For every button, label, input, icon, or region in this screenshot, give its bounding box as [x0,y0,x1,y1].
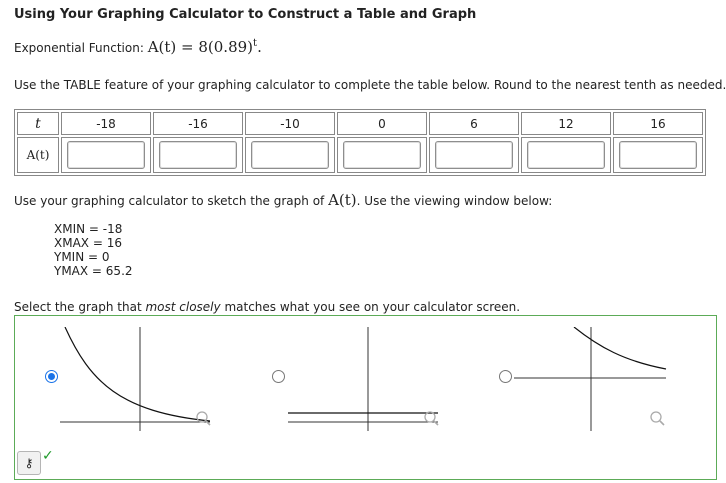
answer-cell [613,137,703,173]
answer-input[interactable] [67,141,145,169]
table-instruction: Use the TABLE feature of your graphing calculator to complete the table below. Round to the nearest tenth as needed. [14,78,726,92]
key-icon: ⚷ [24,456,34,470]
decay-curve [65,327,210,421]
function-label: Exponential Function: [14,41,144,55]
t-value-cell: -16 [153,112,243,135]
t-value-cell: 12 [521,112,611,135]
select-prompt [14,300,520,314]
select-prompt-emphasis: most closely [145,300,221,314]
a-header: A(t) [17,137,59,173]
formula-base: A(t) = 8(0.89) [147,38,254,56]
key-button[interactable] [17,451,41,475]
answer-cell [429,137,519,173]
function-line [14,38,262,56]
answer-input[interactable] [343,141,421,169]
answer-input[interactable] [159,141,237,169]
option-1-graph[interactable] [60,327,215,431]
answer-cell [153,137,243,173]
values-table [14,109,706,176]
ymax-line: YMAX = 65.2 [54,264,133,278]
select-prompt-text: Select the graph that [14,300,146,314]
answer-cell [337,137,427,173]
t-value-cell: -10 [245,112,335,135]
answer-input[interactable] [527,141,605,169]
function-formula [148,38,262,56]
table-answer-row [17,137,703,173]
xmax-line: XMAX = 16 [54,236,122,250]
ymin-line: YMIN = 0 [54,250,110,264]
option-2-radio[interactable] [272,370,285,383]
xmin-line: XMIN = -18 [54,222,123,236]
viewing-window [54,222,133,278]
answer-cell [245,137,335,173]
answer-cell [61,137,151,173]
formula-period: . [257,38,262,56]
graph-instruction [14,191,552,209]
option-3-radio[interactable] [499,370,512,383]
option-2-graph[interactable] [288,327,443,431]
table-header-row [17,112,703,135]
t-value-cell: 6 [429,112,519,135]
zoom-icon[interactable] [651,412,664,425]
answer-cell [521,137,611,173]
t-value-cell: 0 [337,112,427,135]
formula-exponent: t [253,38,258,49]
graph-instruction-tail: . Use the viewing window below: [356,194,553,208]
decay-curve [574,327,666,369]
option-3-graph[interactable] [514,327,669,431]
t-value-cell: -18 [61,112,151,135]
t-header: t [17,112,59,135]
answer-input[interactable] [619,141,697,169]
graph-instruction-math: A(t) [328,191,357,209]
answer-input[interactable] [435,141,513,169]
correct-check-icon: ✓ [42,448,54,464]
t-value-cell: 16 [613,112,703,135]
graph-instruction-text: Use your graphing calculator to sketch the graph of [14,194,325,208]
zoom-icon[interactable] [197,412,210,425]
answer-input[interactable] [251,141,329,169]
page-title: Using Your Graphing Calculator to Construct a Table and Graph [14,7,477,22]
select-prompt-tail: matches what you see on your calculator screen. [220,300,521,314]
zoom-icon[interactable] [425,412,438,425]
option-1-radio[interactable] [45,370,58,383]
